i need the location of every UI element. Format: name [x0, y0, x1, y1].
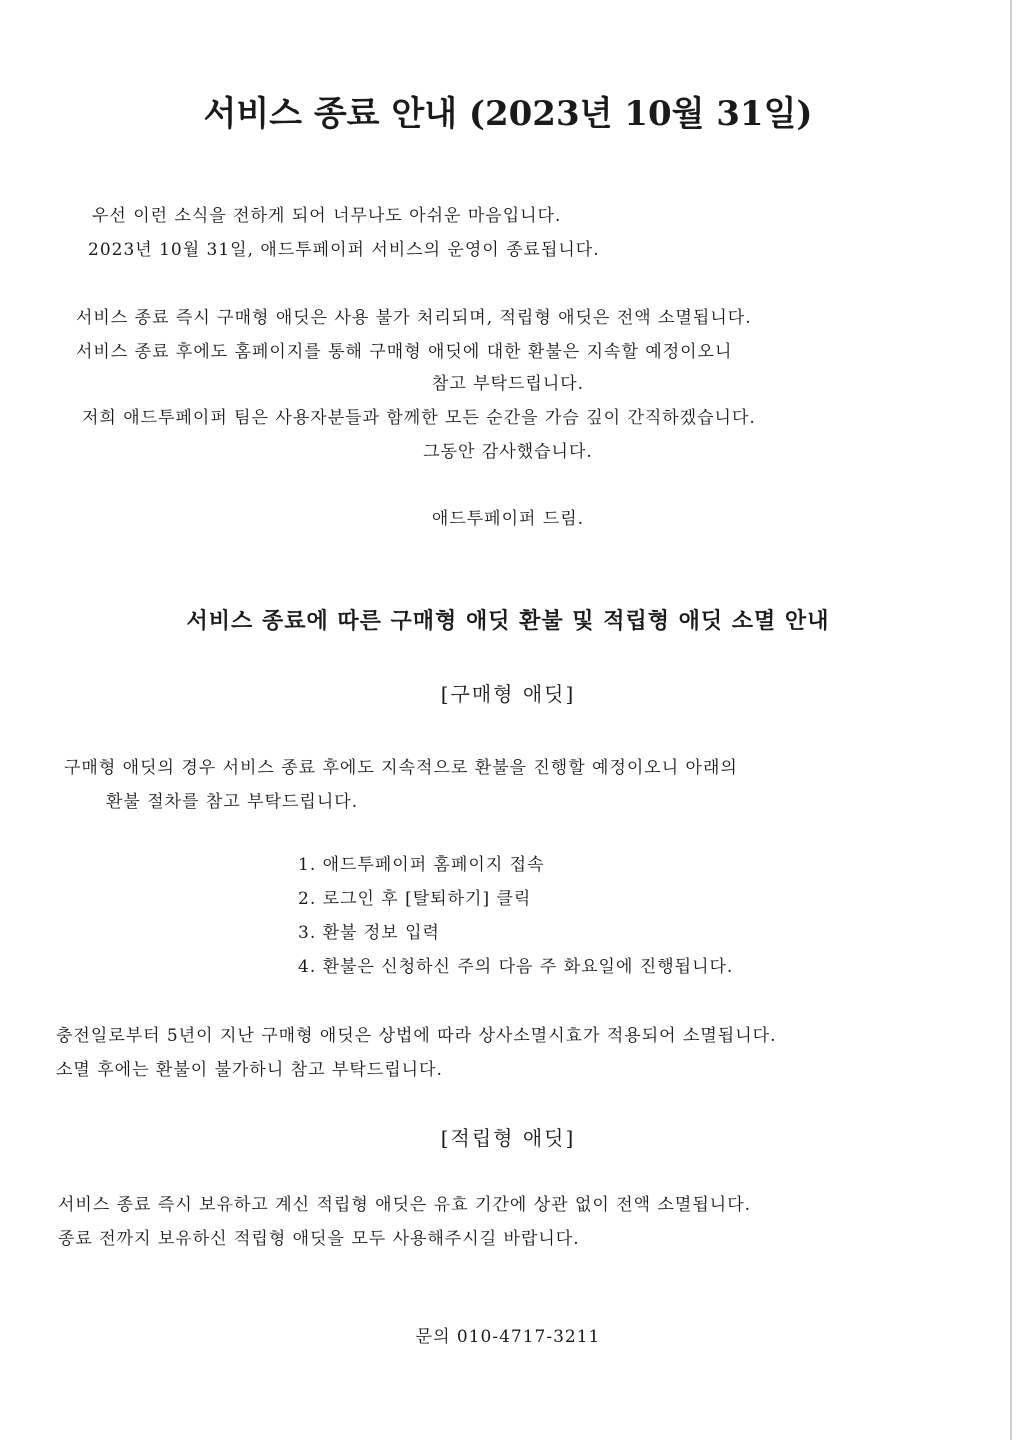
page-edge [1010, 0, 1012, 1440]
accrual-desc-line-1: 서비스 종료 즉시 보유하고 계신 적립형 애딧은 유효 기간에 상관 없이 전액 소멸됩니다. [58, 1195, 752, 1215]
notice-line-1: 서비스 종료 즉시 구매형 애딧은 사용 불가 처리되며, 적립형 애딧은 전액 소멸됩니다. [76, 308, 752, 328]
signature: 애드투페이퍼 드림. [431, 509, 585, 529]
purchase-desc-line-2: 환불 절차를 참고 부탁드립니다. [106, 792, 359, 812]
refund-step-4: 4. 환불은 신청하신 주의 다음 주 화요일에 진행됩니다. [298, 957, 734, 977]
notice-line-4: 저희 애드투페이퍼 팀은 사용자분들과 함께한 모든 순간을 가슴 깊이 간직하겠습니다. [82, 408, 756, 428]
notice-line-5: 그동안 감사했습니다. [423, 442, 593, 462]
refund-step-3: 3. 환불 정보 입력 [298, 923, 440, 943]
refund-steps [298, 854, 733, 990]
section-subtitle: 서비스 종료에 따른 구매형 애딧 환불 및 적립형 애딧 소멸 안내 [186, 608, 830, 634]
accrual-desc-line-2: 종료 전까지 보유하신 적립형 애딧을 모두 사용해주시길 바랍니다. [58, 1229, 580, 1249]
page-title: 서비스 종료 안내 (2023년 10월 31일) [203, 94, 813, 134]
refund-step-1: 1. 애드투페이퍼 홈페이지 접속 [298, 855, 545, 875]
purchase-heading: [구매형 애딧] [440, 682, 576, 706]
contact-info: 문의 010-4717-3211 [415, 1327, 601, 1347]
purchase-desc-line-1: 구매형 애딧의 경우 서비스 종료 후에도 지속적으로 환불을 진행할 예정이오니 아래의 [64, 758, 738, 778]
notice-line-2: 서비스 종료 후에도 홈페이지를 통해 구매형 애딧에 대한 환불은 지속할 예정이오니 [76, 342, 733, 362]
notice-line-3: 참고 부탁드립니다. [431, 374, 585, 394]
expiry-line-1: 충전일로부터 5년이 지난 구매형 애딧은 상법에 따라 상사소멸시효가 적용되어 소멸됩니다. [56, 1026, 777, 1046]
expiry-line-2: 소멸 후에는 환불이 불가하니 참고 부탁드립니다. [56, 1060, 443, 1080]
accrual-heading: [적립형 애딧] [440, 1126, 576, 1150]
refund-step-2: 2. 로그인 후 [탈퇴하기] 클릭 [298, 889, 532, 909]
intro-line-2: 2023년 10월 31일, 애드투페이퍼 서비스의 운영이 종료됩니다. [88, 240, 600, 260]
intro-line-1: 우선 이런 소식을 전하게 되어 너무나도 아쉬운 마음입니다. [92, 206, 562, 226]
